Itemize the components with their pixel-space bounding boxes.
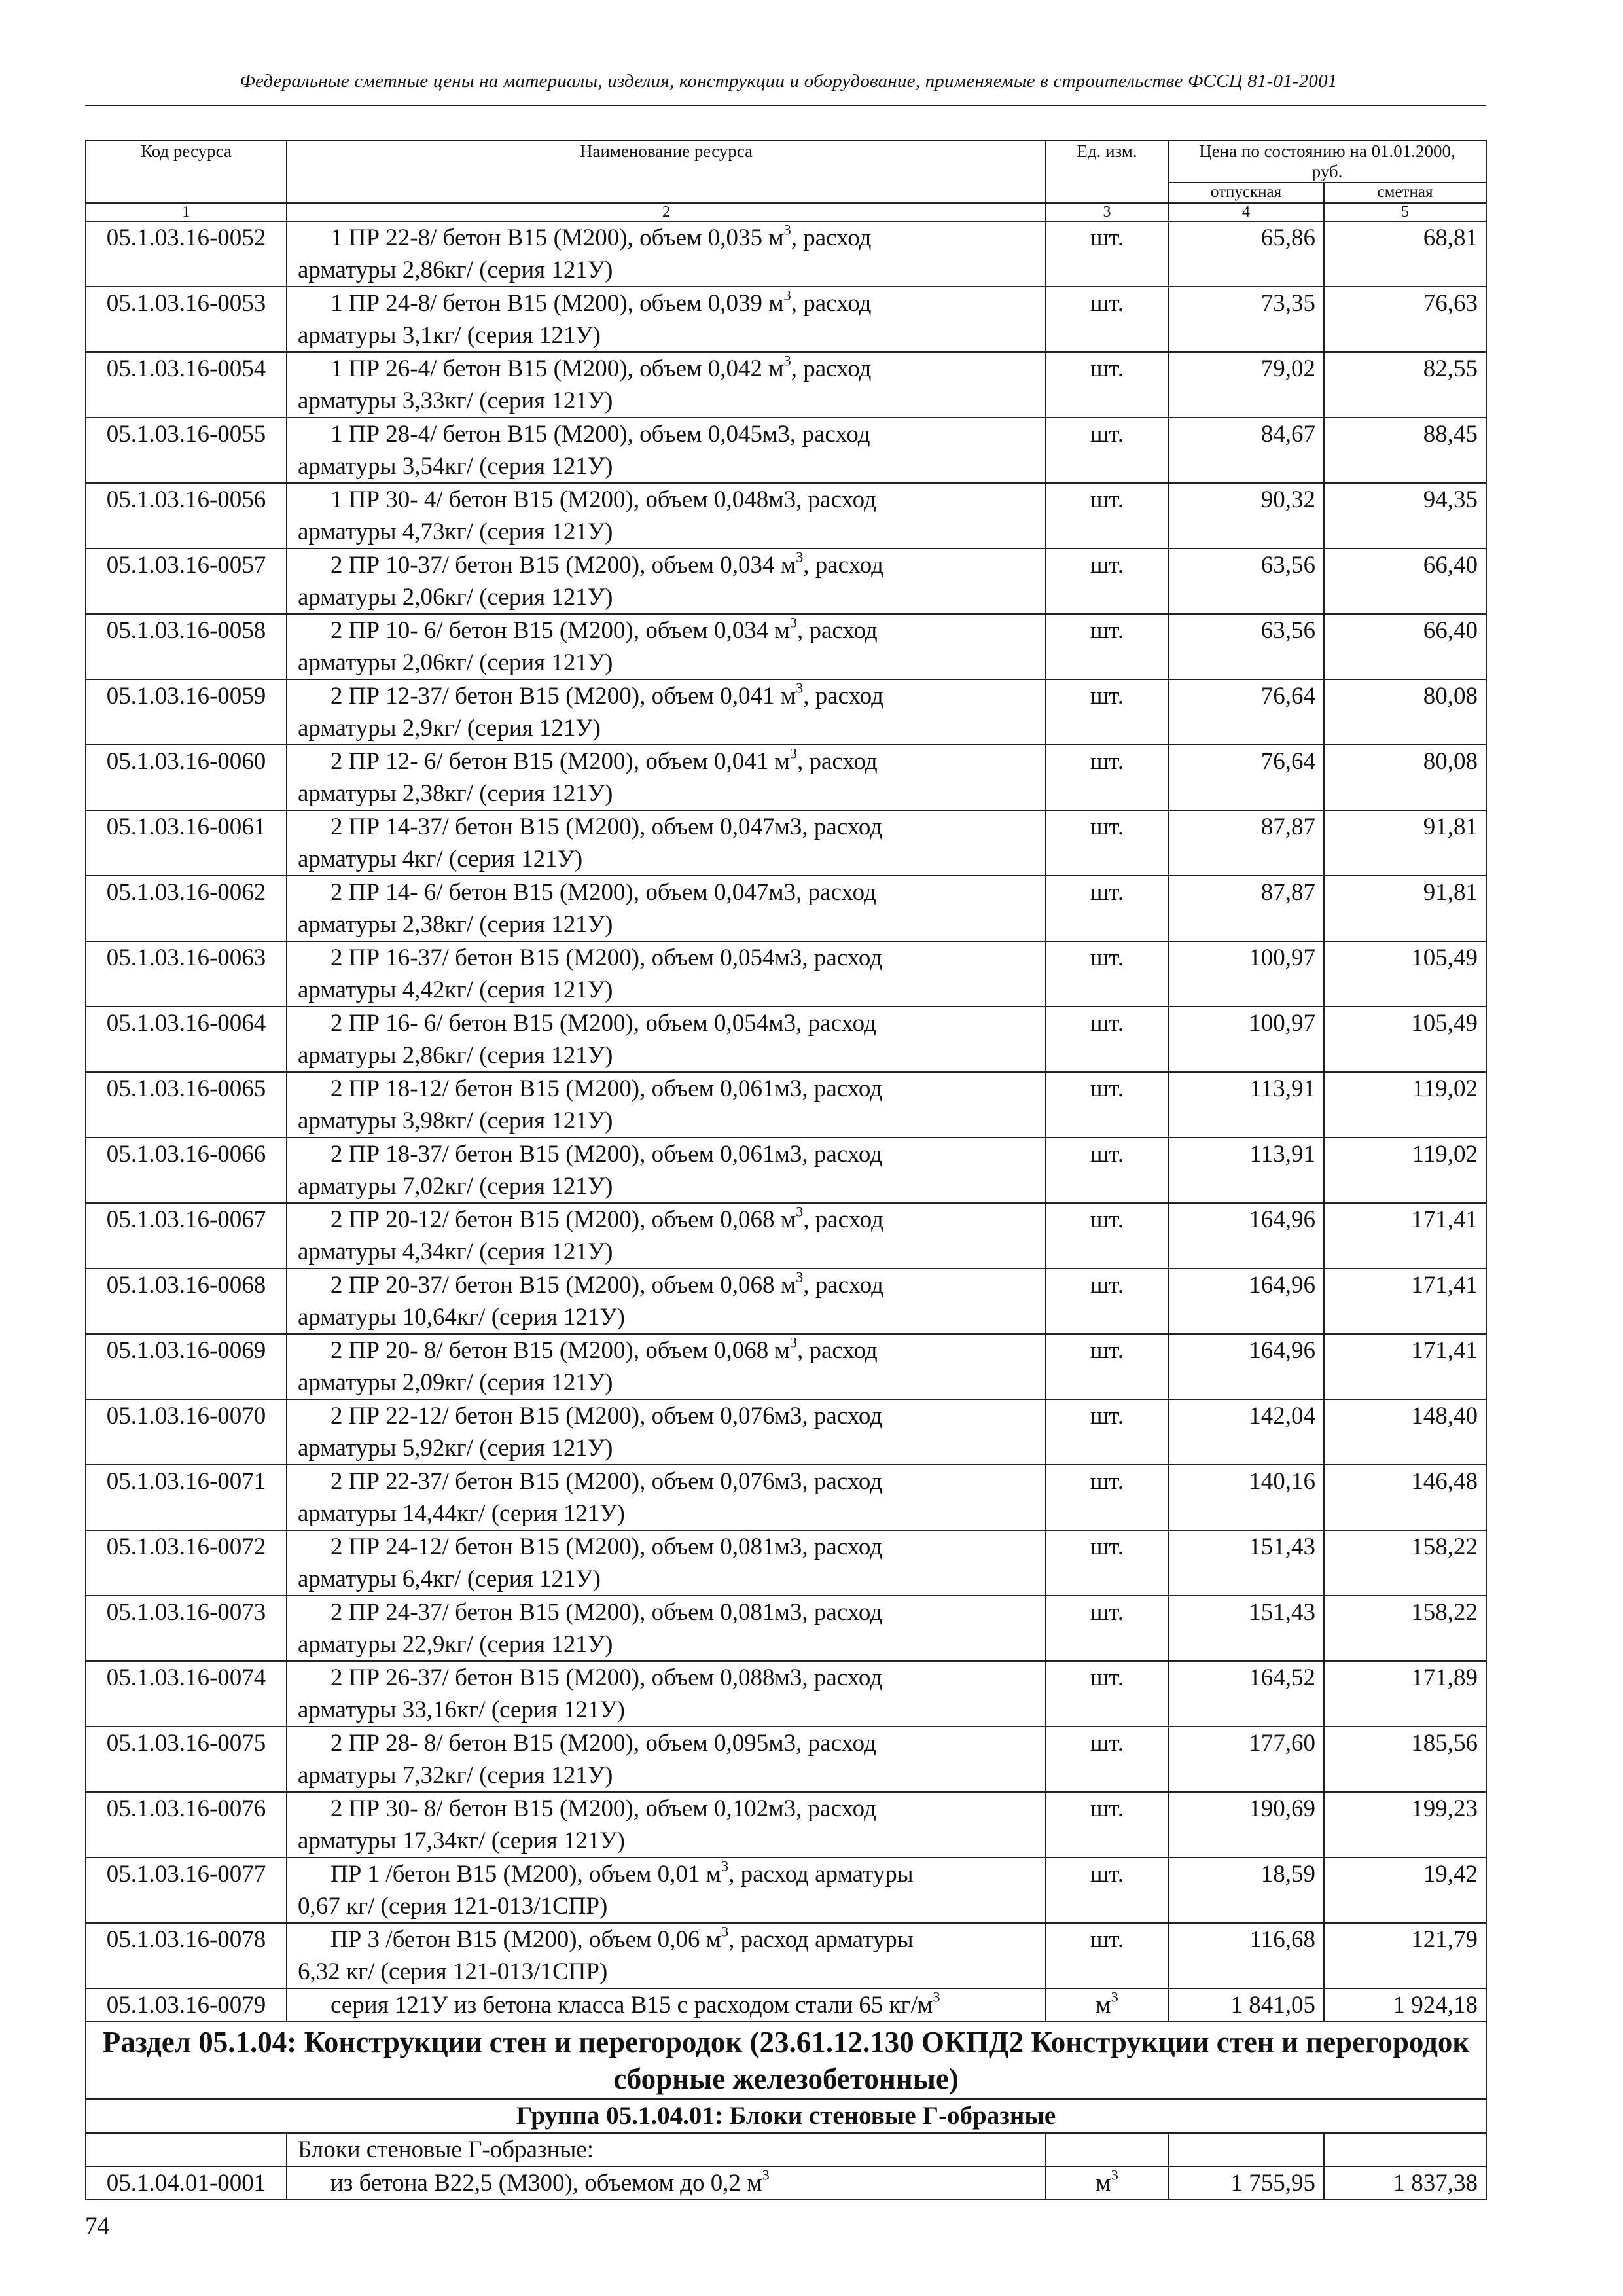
price-release: 113,91 xyxy=(1168,1138,1324,1203)
price-table xyxy=(85,140,1487,2200)
price-estimate: 80,08 xyxy=(1324,679,1486,745)
empty-cell xyxy=(86,2133,287,2166)
price-release: 65,86 xyxy=(1168,221,1324,287)
table-row xyxy=(86,352,1486,418)
resource-name: 1 ПР 28-4/ бетон В15 (М200), объем 0,045м3, расход арматуры 3,54кг/ (серия 121У) xyxy=(287,418,1046,483)
resource-name: 2 ПР 14-37/ бетон В15 (М200), объем 0,047м3, расход арматуры 4кг/ (серия 121У) xyxy=(287,810,1046,876)
resource-code: 05.1.03.16-0071 xyxy=(86,1465,287,1530)
price-estimate: 76,63 xyxy=(1324,287,1486,352)
col-number: 1 xyxy=(86,203,287,221)
resource-code: 05.1.03.16-0060 xyxy=(86,745,287,810)
table-row xyxy=(86,1661,1486,1727)
resource-unit: шт. xyxy=(1046,1727,1168,1792)
price-estimate: 199,23 xyxy=(1324,1792,1486,1857)
price-estimate: 119,02 xyxy=(1324,1138,1486,1203)
price-estimate: 158,22 xyxy=(1324,1530,1486,1596)
col-header-release: отпускная xyxy=(1168,183,1324,203)
resource-name: 1 ПР 30- 4/ бетон В15 (М200), объем 0,048м3, расход арматуры 4,73кг/ (серия 121У) xyxy=(287,483,1046,548)
price-release: 1 841,05 xyxy=(1168,1988,1324,2022)
table-row xyxy=(86,745,1486,810)
price-estimate: 88,45 xyxy=(1324,418,1486,483)
resource-name: из бетона В22,5 (М300), объемом до 0,2 $м^3$ xyxy=(287,2166,1046,2200)
table-row xyxy=(86,287,1486,352)
price-release: 87,87 xyxy=(1168,810,1324,876)
price-estimate: 94,35 xyxy=(1324,483,1486,548)
resource-unit: шт. xyxy=(1046,1072,1168,1138)
resource-unit: шт. xyxy=(1046,1334,1168,1399)
price-release: 76,64 xyxy=(1168,679,1324,745)
resource-unit: шт. xyxy=(1046,418,1168,483)
price-estimate: 158,22 xyxy=(1324,1596,1486,1661)
resource-name: 1 ПР 26-4/ бетон В15 (М200), объем 0,042 $м^3$, расход арматуры 3,33кг/ (серия 121У) xyxy=(287,352,1046,418)
price-release: 190,69 xyxy=(1168,1792,1324,1857)
resource-name: 2 ПР 12-37/ бетон В15 (М200), объем 0,041 $м^3$, расход арматуры 2,9кг/ (серия 121У) xyxy=(287,679,1046,745)
empty-cell xyxy=(1046,2133,1168,2166)
table-row xyxy=(86,1072,1486,1138)
resource-name: 2 ПР 18-37/ бетон В15 (М200), объем 0,061м3, расход арматуры 7,02кг/ (серия 121У) xyxy=(287,1138,1046,1203)
resource-name: 2 ПР 18-12/ бетон В15 (М200), объем 0,061м3, расход арматуры 3,98кг/ (серия 121У) xyxy=(287,1072,1046,1138)
price-estimate: 146,48 xyxy=(1324,1465,1486,1530)
price-release: 63,56 xyxy=(1168,614,1324,679)
price-release: 73,35 xyxy=(1168,287,1324,352)
resource-unit: шт. xyxy=(1046,1007,1168,1072)
table-row xyxy=(86,1268,1486,1334)
resource-unit: шт. xyxy=(1046,1465,1168,1530)
price-release: 140,16 xyxy=(1168,1465,1324,1530)
section-heading-row xyxy=(86,2022,1486,2099)
resource-unit: шт. xyxy=(1046,1203,1168,1268)
col-header-unit: Ед. изм. xyxy=(1046,141,1168,203)
resource-code: 05.1.03.16-0052 xyxy=(86,221,287,287)
price-estimate: 68,81 xyxy=(1324,221,1486,287)
resource-unit: шт. xyxy=(1046,614,1168,679)
resource-code: 05.1.03.16-0067 xyxy=(86,1203,287,1268)
resource-name: 2 ПР 20-12/ бетон В15 (М200), объем 0,068 $м^3$, расход арматуры 4,34кг/ (серия 121У) xyxy=(287,1203,1046,1268)
table-row xyxy=(86,1334,1486,1399)
price-release: 84,67 xyxy=(1168,418,1324,483)
price-release: 87,87 xyxy=(1168,876,1324,941)
resource-name: серия 121У из бетона класса В15 с расходом стали 65 $кг/м^3$ xyxy=(287,1988,1046,2022)
price-release: 151,43 xyxy=(1168,1530,1324,1596)
resource-name: 2 ПР 14- 6/ бетон В15 (М200), объем 0,047м3, расход арматуры 2,38кг/ (серия 121У) xyxy=(287,876,1046,941)
group-heading: Группа 05.1.04.01: Блоки стеновые Г-образные xyxy=(86,2099,1486,2133)
price-estimate: 82,55 xyxy=(1324,352,1486,418)
resource-code: 05.1.03.16-0064 xyxy=(86,1007,287,1072)
price-estimate: 1 924,18 xyxy=(1324,1988,1486,2022)
running-header: Федеральные сметные цены на материалы, изделия, конструкции и оборудование, применяемые в строительстве ФССЦ 81-01-2001 xyxy=(240,71,1338,92)
empty-cell xyxy=(1168,2133,1324,2166)
resource-unit: шт. xyxy=(1046,1138,1168,1203)
resource-name: ПР 1 /бетон В15 (М200), объем 0,01 $м^3$, расход арматуры 0,67 кг/ (серия 121-013/1СПР) xyxy=(287,1857,1046,1923)
resource-code: 05.1.03.16-0062 xyxy=(86,876,287,941)
table-row xyxy=(86,876,1486,941)
col-number: 5 xyxy=(1324,203,1486,221)
resource-unit: шт. xyxy=(1046,1923,1168,1988)
price-estimate: 66,40 xyxy=(1324,548,1486,614)
resource-name: 2 ПР 20- 8/ бетон В15 (М200), объем 0,068 $м^3$, расход арматуры 2,09кг/ (серия 121У) xyxy=(287,1334,1046,1399)
table-row xyxy=(86,548,1486,614)
price-release: 100,97 xyxy=(1168,941,1324,1007)
resource-code: 05.1.03.16-0076 xyxy=(86,1792,287,1857)
resource-code: 05.1.03.16-0058 xyxy=(86,614,287,679)
resource-code: 05.1.03.16-0072 xyxy=(86,1530,287,1596)
resource-unit: шт. xyxy=(1046,876,1168,941)
group-heading-row xyxy=(86,2099,1486,2133)
resource-code: 05.1.03.16-0073 xyxy=(86,1596,287,1661)
price-release: 116,68 xyxy=(1168,1923,1324,1988)
table-row xyxy=(86,1465,1486,1530)
table-row xyxy=(86,1138,1486,1203)
col-header-estimate: сметная xyxy=(1324,183,1486,203)
price-estimate: 105,49 xyxy=(1324,941,1486,1007)
resource-code: 05.1.03.16-0070 xyxy=(86,1399,287,1465)
table-row xyxy=(86,1399,1486,1465)
price-release: 90,32 xyxy=(1168,483,1324,548)
resource-unit: шт. xyxy=(1046,287,1168,352)
resource-code: 05.1.03.16-0055 xyxy=(86,418,287,483)
table-row xyxy=(86,614,1486,679)
section-heading: Раздел 05.1.04: Конструкции стен и перегородок (23.61.12.130 ОКПД2 Конструкции стен и перегородок сборные железобетонные) xyxy=(86,2022,1486,2099)
resource-unit: шт. xyxy=(1046,352,1168,418)
price-release: 151,43 xyxy=(1168,1596,1324,1661)
col-header-name: Наименование ресурса xyxy=(287,141,1046,203)
resource-unit: шт. xyxy=(1046,1857,1168,1923)
resource-name: ПР 3 /бетон В15 (М200), объем 0,06 $м^3$, расход арматуры 6,32 кг/ (серия 121-013/1СПР) xyxy=(287,1923,1046,1988)
price-estimate: 91,81 xyxy=(1324,810,1486,876)
price-estimate: 171,41 xyxy=(1324,1268,1486,1334)
resource-code: 05.1.03.16-0068 xyxy=(86,1268,287,1334)
table-row xyxy=(86,1727,1486,1792)
price-estimate: 1 837,38 xyxy=(1324,2166,1486,2200)
price-estimate: 171,41 xyxy=(1324,1203,1486,1268)
resource-code: 05.1.03.16-0056 xyxy=(86,483,287,548)
resource-name: 2 ПР 22-12/ бетон В15 (М200), объем 0,076м3, расход арматуры 5,92кг/ (серия 121У) xyxy=(287,1399,1046,1465)
resource-name: 1 ПР 22-8/ бетон В15 (М200), объем 0,035 $м^3$, расход арматуры 2,86кг/ (серия 121У) xyxy=(287,221,1046,287)
resource-code: 05.1.03.16-0078 xyxy=(86,1923,287,1988)
resource-unit: шт. xyxy=(1046,745,1168,810)
col-header-price: Цена по состоянию на 01.01.2000, руб. xyxy=(1168,141,1486,183)
table-row xyxy=(86,418,1486,483)
price-release: 100,97 xyxy=(1168,1007,1324,1072)
resource-code: 05.1.03.16-0059 xyxy=(86,679,287,745)
col-number: 3 xyxy=(1046,203,1168,221)
resource-code: 05.1.03.16-0054 xyxy=(86,352,287,418)
resource-unit: шт. xyxy=(1046,941,1168,1007)
resource-code: 05.1.03.16-0053 xyxy=(86,287,287,352)
price-release: 177,60 xyxy=(1168,1727,1324,1792)
empty-cell xyxy=(1324,2133,1486,2166)
table-row xyxy=(86,1596,1486,1661)
price-release: 142,04 xyxy=(1168,1399,1324,1465)
table-row xyxy=(86,679,1486,745)
resource-name: 2 ПР 30- 8/ бетон В15 (М200), объем 0,102м3, расход арматуры 17,34кг/ (серия 121У) xyxy=(287,1792,1046,1857)
price-estimate: 80,08 xyxy=(1324,745,1486,810)
table-row xyxy=(86,1988,1486,2022)
resource-code: 05.1.03.16-0077 xyxy=(86,1857,287,1923)
price-estimate: 91,81 xyxy=(1324,876,1486,941)
resource-unit: шт. xyxy=(1046,1596,1168,1661)
resource-name: 2 ПР 26-37/ бетон В15 (М200), объем 0,088м3, расход арматуры 33,16кг/ (серия 121У) xyxy=(287,1661,1046,1727)
resource-name: 2 ПР 12- 6/ бетон В15 (М200), объем 0,041 $м^3$, расход арматуры 2,38кг/ (серия 121У) xyxy=(287,745,1046,810)
resource-unit: шт. xyxy=(1046,1530,1168,1596)
resource-name: 2 ПР 10-37/ бетон В15 (М200), объем 0,034 $м^3$, расход арматуры 2,06кг/ (серия 121У) xyxy=(287,548,1046,614)
resource-code: 05.1.03.16-0066 xyxy=(86,1138,287,1203)
price-estimate: 148,40 xyxy=(1324,1399,1486,1465)
resource-unit: шт. xyxy=(1046,1661,1168,1727)
table-row xyxy=(86,941,1486,1007)
resource-name: 2 ПР 28- 8/ бетон В15 (М200), объем 0,095м3, расход арматуры 7,32кг/ (серия 121У) xyxy=(287,1727,1046,1792)
table-row xyxy=(86,221,1486,287)
price-estimate: 171,41 xyxy=(1324,1334,1486,1399)
price-release: 113,91 xyxy=(1168,1072,1324,1138)
resource-code: 05.1.03.16-0063 xyxy=(86,941,287,1007)
resource-name: 1 ПР 24-8/ бетон В15 (М200), объем 0,039 $м^3$, расход арматуры 3,1кг/ (серия 121У) xyxy=(287,287,1046,352)
table-row xyxy=(86,1530,1486,1596)
resource-name: 2 ПР 20-37/ бетон В15 (М200), объем 0,068 $м^3$, расход арматуры 10,64кг/ (серия 121У) xyxy=(287,1268,1046,1334)
price-estimate: 119,02 xyxy=(1324,1072,1486,1138)
price-release: 164,96 xyxy=(1168,1334,1324,1399)
price-release: 164,96 xyxy=(1168,1268,1324,1334)
resource-unit: шт. xyxy=(1046,1399,1168,1465)
resource-unit: шт. xyxy=(1046,483,1168,548)
resource-code: 05.1.03.16-0057 xyxy=(86,548,287,614)
price-release: 1 755,95 xyxy=(1168,2166,1324,2200)
resource-unit: шт. xyxy=(1046,1792,1168,1857)
col-number: 2 xyxy=(287,203,1046,221)
resource-unit: шт. xyxy=(1046,810,1168,876)
subheading-row xyxy=(86,2133,1486,2166)
price-estimate: 105,49 xyxy=(1324,1007,1486,1072)
resource-name: 2 ПР 16-37/ бетон В15 (М200), объем 0,054м3, расход арматуры 4,42кг/ (серия 121У) xyxy=(287,941,1046,1007)
table-row xyxy=(86,1203,1486,1268)
resource-code: 05.1.04.01-0001 xyxy=(86,2166,287,2200)
resource-unit: шт. xyxy=(1046,548,1168,614)
price-release: 63,56 xyxy=(1168,548,1324,614)
resource-name: 2 ПР 24-37/ бетон В15 (М200), объем 0,081м3, расход арматуры 22,9кг/ (серия 121У) xyxy=(287,1596,1046,1661)
resource-code: 05.1.03.16-0065 xyxy=(86,1072,287,1138)
resource-name: 2 ПР 10- 6/ бетон В15 (М200), объем 0,034 $м^3$, расход арматуры 2,06кг/ (серия 121У) xyxy=(287,614,1046,679)
resource-unit: шт. xyxy=(1046,1268,1168,1334)
table-row xyxy=(86,2166,1486,2200)
table-row xyxy=(86,1792,1486,1857)
resource-code: 05.1.03.16-0074 xyxy=(86,1661,287,1727)
col-header-code: Код ресурса xyxy=(86,141,287,203)
subheading: Блоки стеновые Г-образные: xyxy=(287,2133,1046,2166)
price-release: 164,96 xyxy=(1168,1203,1324,1268)
table-row xyxy=(86,1857,1486,1923)
resource-unit: шт. xyxy=(1046,679,1168,745)
price-estimate: 185,56 xyxy=(1324,1727,1486,1792)
resource-code: 05.1.03.16-0069 xyxy=(86,1334,287,1399)
resource-unit: $м^3$ xyxy=(1046,1988,1168,2022)
price-release: 76,64 xyxy=(1168,745,1324,810)
price-release: 79,02 xyxy=(1168,352,1324,418)
resource-unit: шт. xyxy=(1046,221,1168,287)
resource-name: 2 ПР 22-37/ бетон В15 (М200), объем 0,076м3, расход арматуры 14,44кг/ (серия 121У) xyxy=(287,1465,1046,1530)
resource-code: 05.1.03.16-0075 xyxy=(86,1727,287,1792)
table-row xyxy=(86,483,1486,548)
price-estimate: 66,40 xyxy=(1324,614,1486,679)
col-number: 4 xyxy=(1168,203,1324,221)
table-row xyxy=(86,1923,1486,1988)
table-row xyxy=(86,810,1486,876)
price-estimate: 121,79 xyxy=(1324,1923,1486,1988)
table-row xyxy=(86,1007,1486,1072)
resource-code: 05.1.03.16-0079 xyxy=(86,1988,287,2022)
header-rule xyxy=(85,105,1486,106)
price-estimate: 19,42 xyxy=(1324,1857,1486,1923)
page-number: 74 xyxy=(85,2213,109,2240)
price-release: 164,52 xyxy=(1168,1661,1324,1727)
resource-name: 2 ПР 16- 6/ бетон В15 (М200), объем 0,054м3, расход арматуры 2,86кг/ (серия 121У) xyxy=(287,1007,1046,1072)
resource-name: 2 ПР 24-12/ бетон В15 (М200), объем 0,081м3, расход арматуры 6,4кг/ (серия 121У) xyxy=(287,1530,1046,1596)
price-estimate: 171,89 xyxy=(1324,1661,1486,1727)
resource-code: 05.1.03.16-0061 xyxy=(86,810,287,876)
price-release: 18,59 xyxy=(1168,1857,1324,1923)
resource-unit: $м^3$ xyxy=(1046,2166,1168,2200)
